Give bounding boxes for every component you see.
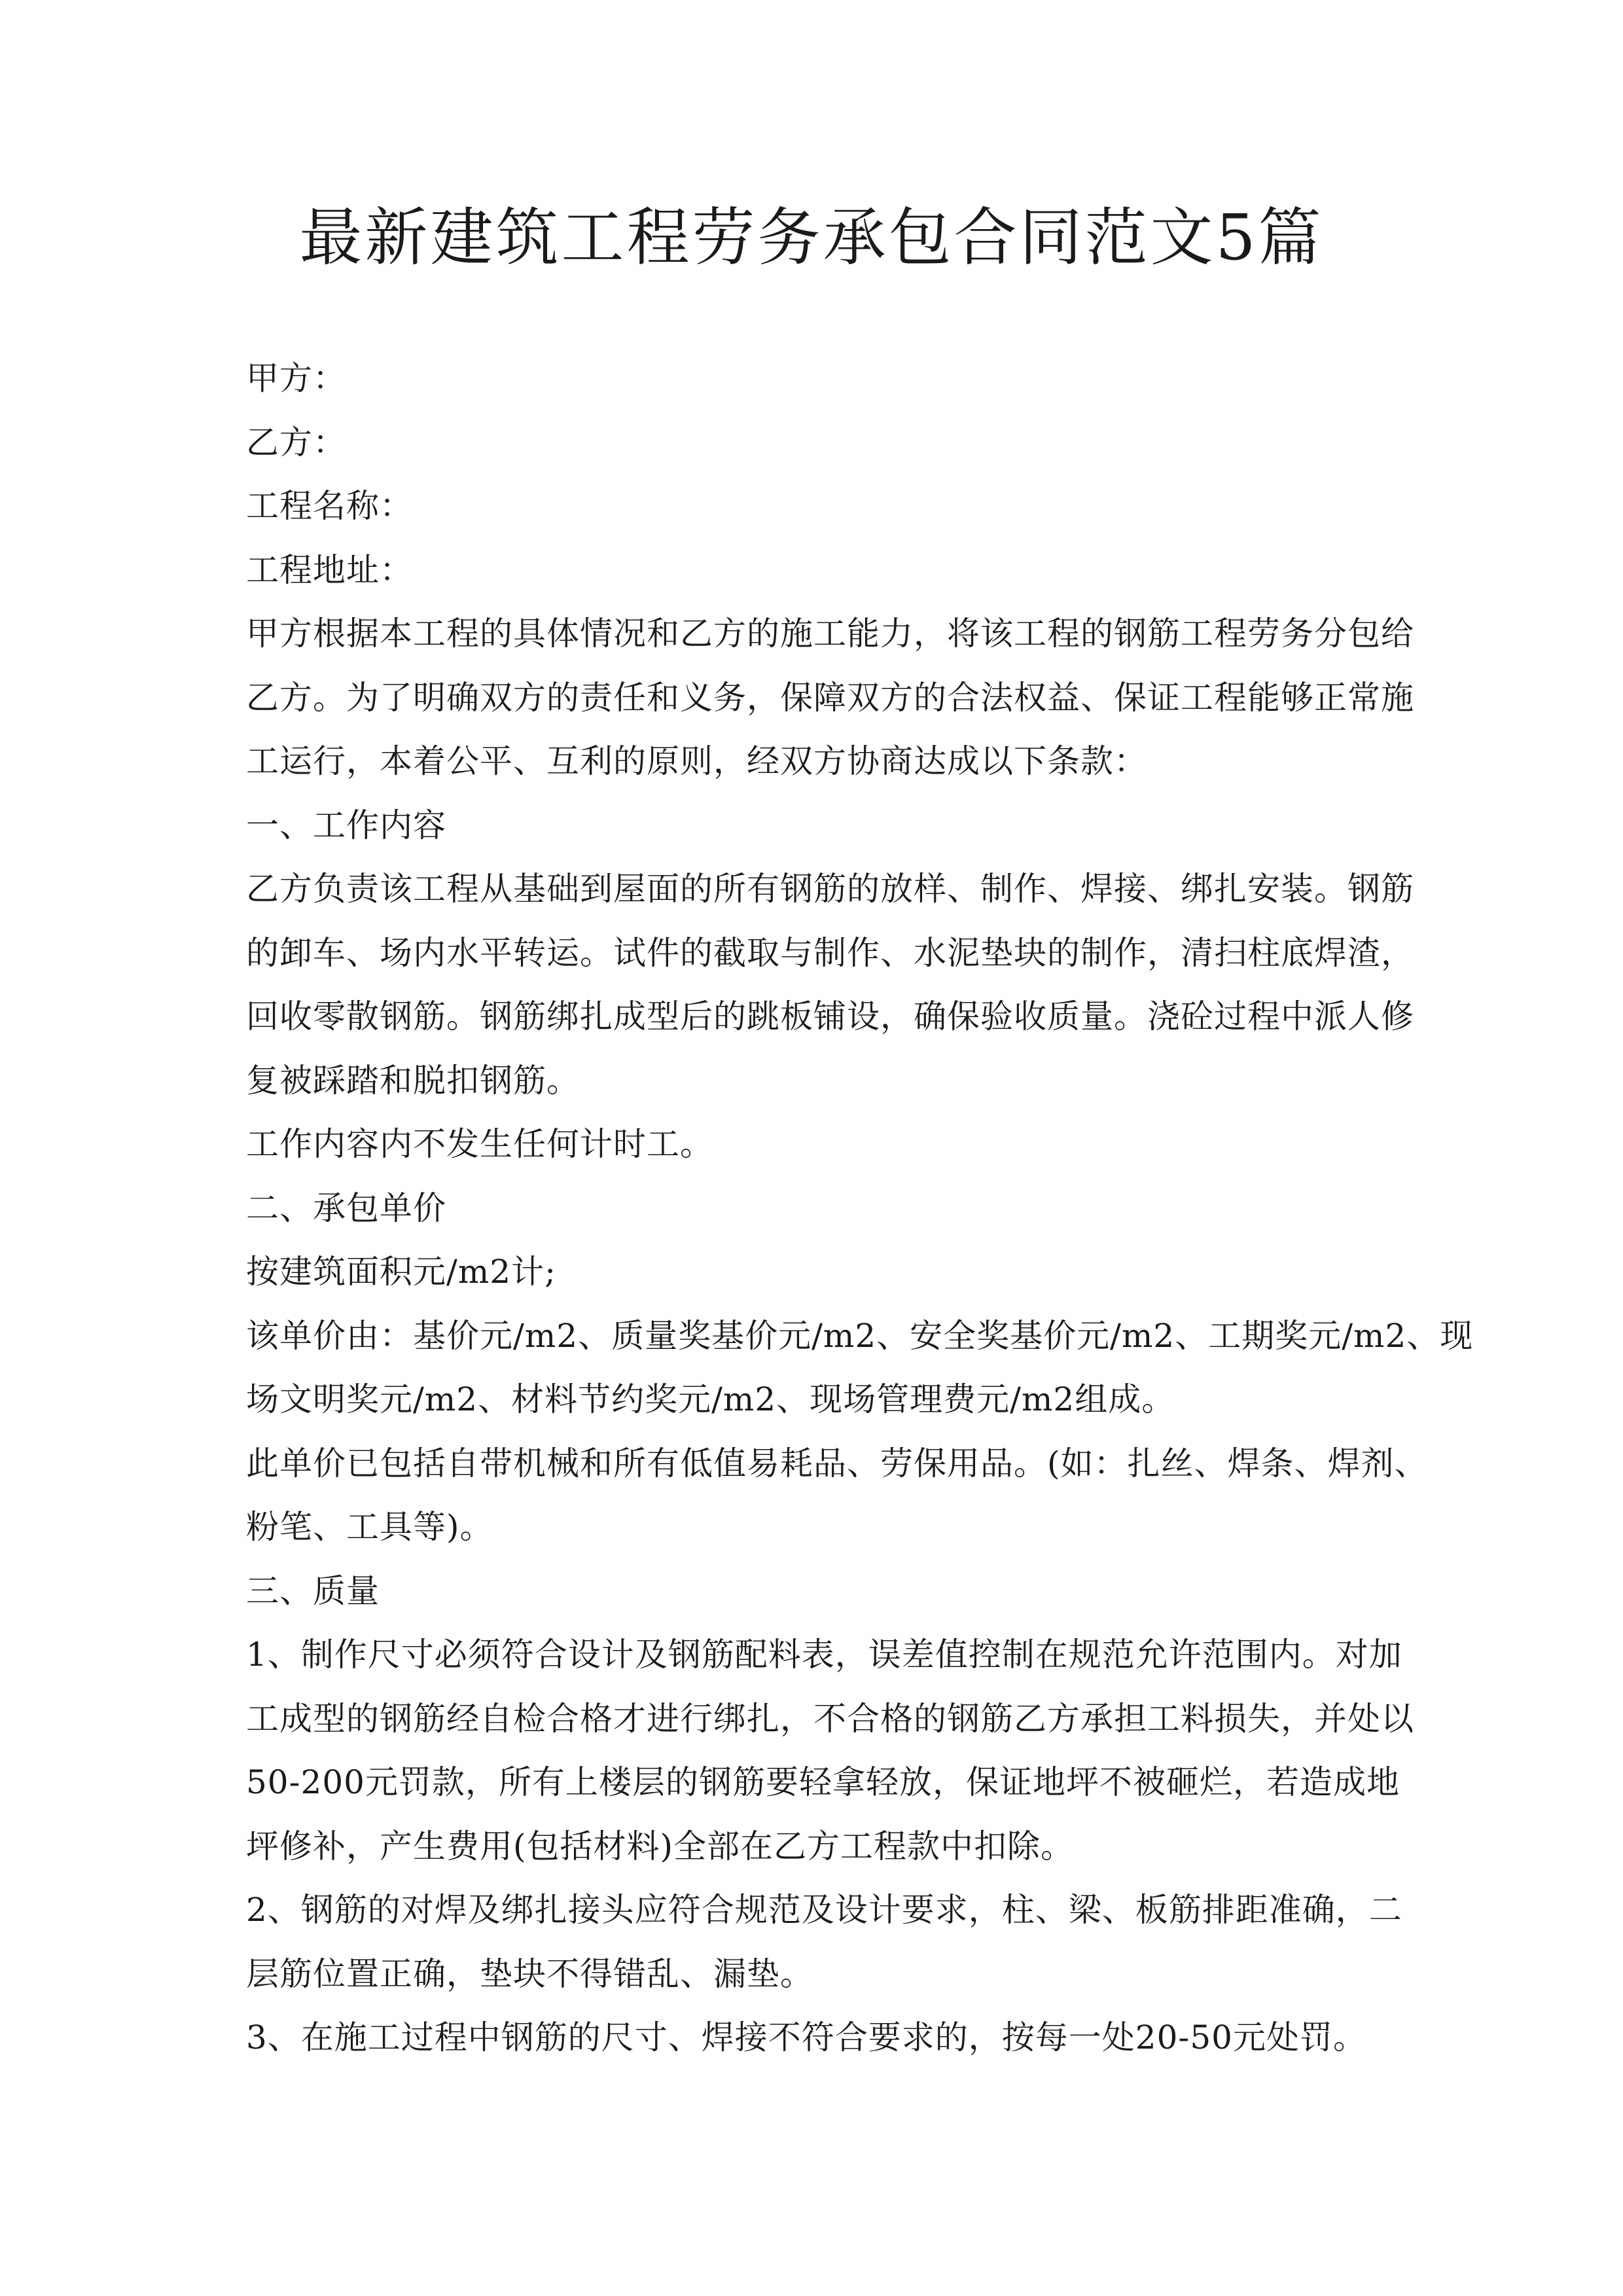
paragraph-line: 按建筑面积元/m2计; <box>246 1253 556 1291</box>
paragraph-line: 3、在施工过程中钢筋的尺寸、焊接不符合要求的，按每一处20-50元处罚。 <box>246 2018 1366 2056</box>
paragraph-line: 场文明奖元/m2、材料节约奖元/m2、现场管理费元/m2组成。 <box>246 1380 1175 1418</box>
paragraph-line: 回收零散钢筋。钢筋绑扎成型后的跳板铺设，确保验收质量。浇砼过程中派人修 <box>246 997 1414 1035</box>
document-body <box>246 347 1474 2070</box>
paragraph-line: 2、钢筋的对焊及绑扎接头应符合规范及设计要求，柱、梁、板筋排距准确，二 <box>246 1891 1402 1929</box>
paragraph-line: 的卸车、场内水平转运。试件的截取与制作、水泥垫块的制作，清扫柱底焊渣， <box>246 933 1414 972</box>
paragraph-line: 坪修补，产生费用(包括材料)全部在乙方工程款中扣除。 <box>246 1827 1075 1865</box>
paragraph-line: 工成型的钢筋经自检合格才进行绑扎，不合格的钢筋乙方承担工料损失，并处以 <box>246 1699 1414 1738</box>
paragraph-line: 该单价由：基价元/m2、质量奖基价元/m2、安全奖基价元/m2、工期奖元/m2、现 <box>246 1316 1474 1355</box>
section-heading: 一、工作内容 <box>246 806 446 844</box>
paragraph-line: 甲方根据本工程的具体情况和乙方的施工能力，将该工程的钢筋工程劳务分包给 <box>246 615 1414 653</box>
paragraph-line: 层筋位置正确，垫块不得错乱、漏垫。 <box>246 1954 813 1993</box>
project-name-line: 工程名称： <box>246 487 413 525</box>
section-heading: 二、承包单价 <box>246 1189 446 1227</box>
project-address-line: 工程地址： <box>246 550 413 589</box>
party-b-line: 乙方： <box>246 423 346 461</box>
paragraph-line: 50-200元罚款，所有上楼层的钢筋要轻拿轻放，保证地坪不被砸烂，若造成地 <box>246 1763 1400 1801</box>
paragraph-line: 此单价已包括自带机械和所有低值易耗品、劳保用品。(如：扎丝、焊条、焊剂、 <box>246 1444 1428 1482</box>
paragraph-line: 1、制作尺寸必须符合设计及钢筋配料表，误差值控制在规范允许范围内。对加 <box>246 1636 1402 1674</box>
paragraph-line: 乙方。为了明确双方的责任和义务，保障双方的合法权益、保证工程能够正常施 <box>246 678 1414 717</box>
paragraph-line: 工作内容内不发生任何计时工。 <box>246 1125 713 1163</box>
paragraph-line: 复被踩踏和脱扣钢筋。 <box>246 1061 580 1100</box>
document-title: 最新建筑工程劳务承包合同范文5篇 <box>299 201 1324 274</box>
section-heading: 三、质量 <box>246 1571 380 1610</box>
party-a-line: 甲方： <box>246 359 346 397</box>
paragraph-line: 粉笔、工具等)。 <box>246 1508 493 1546</box>
paragraph-line: 乙方负责该工程从基础到屋面的所有钢筋的放样、制作、焊接、绑扎安装。钢筋 <box>246 870 1414 908</box>
paragraph-line: 工运行，本着公平、互利的原则，经双方协商达成以下条款： <box>246 742 1147 780</box>
